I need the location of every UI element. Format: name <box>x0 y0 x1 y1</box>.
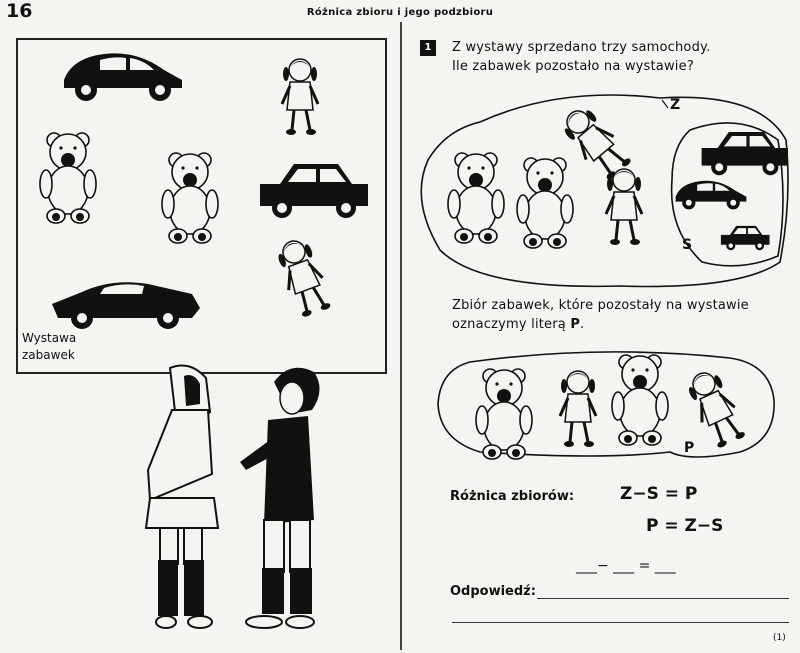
boy-in-dark-jacket-figure <box>240 368 320 628</box>
set-p-label: P <box>684 440 695 456</box>
sports-car-icon <box>52 282 200 329</box>
doll-icon <box>606 169 642 245</box>
teddy-bear-icon <box>162 153 218 243</box>
set-s-label: S <box>682 237 693 253</box>
task-line2: Ile zabawek pozostało na wystawie? <box>452 59 694 74</box>
equation-2: P = Z−S <box>646 516 724 536</box>
difference-label: Różnica zbiorów: <box>450 489 575 504</box>
equation-1: Z−S = P <box>620 484 698 504</box>
beetle-car-icon <box>676 181 747 210</box>
answer-line-2[interactable] <box>452 622 789 623</box>
page-number: 16 <box>6 0 33 22</box>
task-text <box>452 38 710 76</box>
girl-with-headscarf-figure <box>146 366 218 628</box>
running-title: Różnica zbioru i jego podzbioru <box>306 7 494 18</box>
subset-line2-letter: P <box>570 317 581 332</box>
teddy-bear-icon <box>517 158 573 248</box>
teddy-bear-icon <box>612 355 668 445</box>
answer-line[interactable] <box>537 598 789 599</box>
subset-text <box>452 296 749 334</box>
task-line1: Z wystawy sprzedano trzy samochody. <box>452 40 711 55</box>
scene-caption-line1: Wystawa <box>22 331 77 345</box>
subset-line1: Zbiór zabawek, które pozostały na wystawie <box>452 298 749 313</box>
subset-line2: oznaczymy literą P. <box>452 317 585 332</box>
answer-label: Odpowiedź: <box>450 584 536 599</box>
corner-mark: (1) <box>773 633 786 643</box>
doll-icon <box>282 59 318 135</box>
teddy-bear-icon <box>476 369 532 459</box>
beetle-car-icon <box>64 53 182 101</box>
doll-icon <box>273 236 333 320</box>
blank-equation[interactable]: ___− ___ = ___ <box>576 558 676 574</box>
set-z-label: Z <box>670 97 681 113</box>
doll-icon <box>683 366 748 450</box>
teddy-bear-icon <box>448 153 504 243</box>
scene-caption-line2: zabawek <box>22 348 75 362</box>
doll-icon <box>560 371 596 447</box>
boxy-car-icon <box>260 164 368 218</box>
boxy-car-icon <box>721 226 770 250</box>
task-number-badge: 1 <box>420 40 436 56</box>
subset-line2-prefix: oznaczymy literą <box>452 317 566 332</box>
teddy-bear-icon <box>40 133 96 223</box>
